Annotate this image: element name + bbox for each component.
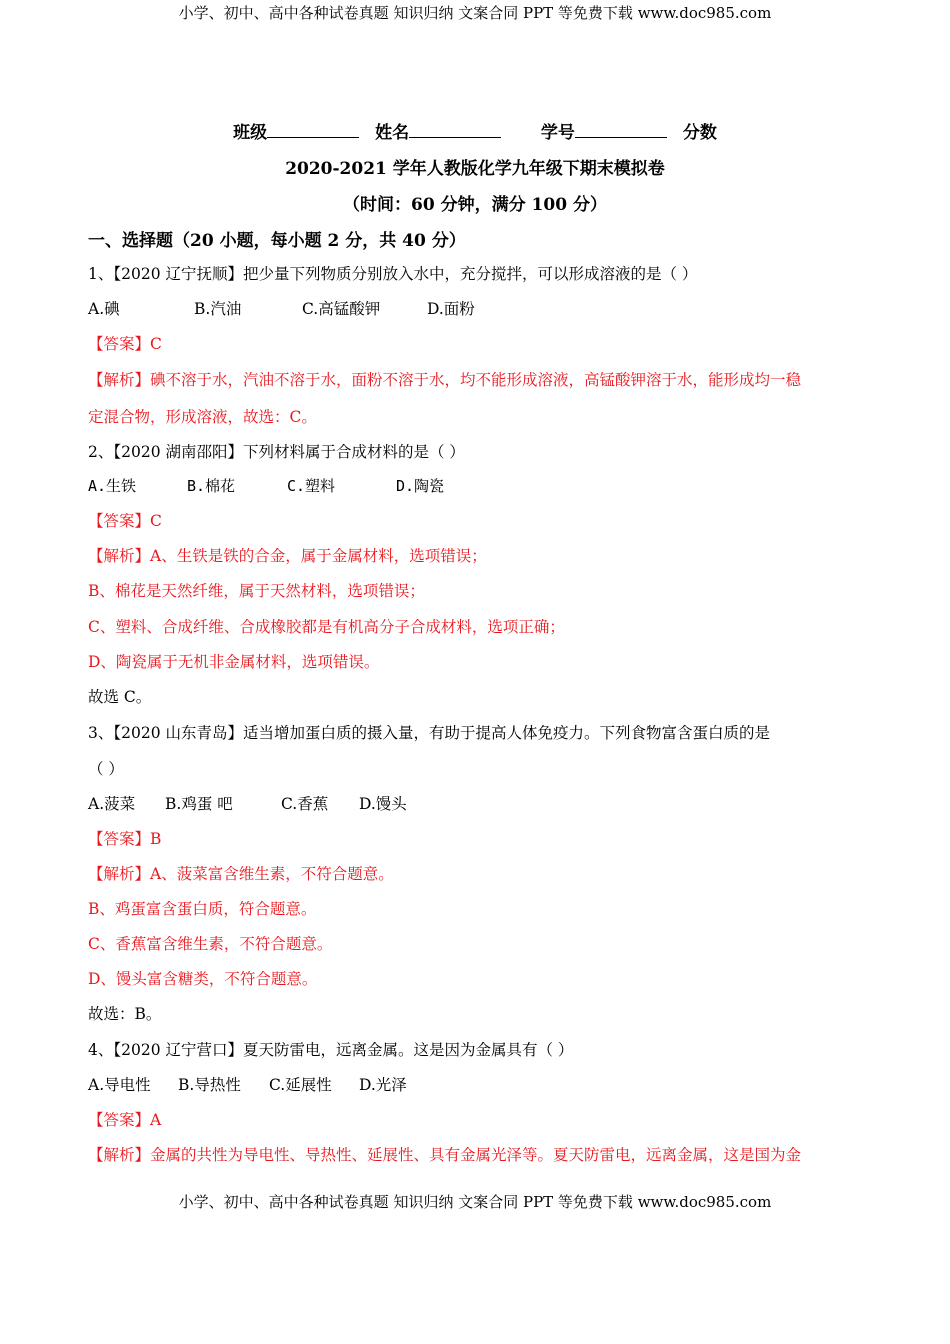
q1-option-a: A.碘 [88,300,120,318]
q2-analysis-3: C、塑料、合成纤维、合成橡胶都是有机高分子合成材料，选项正确； [88,618,565,636]
section-heading: 一、选择题（20 小题，每小题 2 分，共 40 分） [88,231,466,251]
q2-options [88,475,444,496]
q4-stem: 4、【2020 辽宁营口】夏天防雷电，远离金属。这是因为金属具有（ ） [88,1041,574,1059]
q1-option-d: D.面粉 [427,300,475,318]
q1-option-c: C.高锰酸钾 [302,300,381,318]
student-info-row [0,118,950,143]
q4-option-b: B.导热性 [178,1076,241,1094]
q3-option-a: A.菠菜 [88,795,136,813]
q1-stem: 1、【2020 辽宁抚顺】把少量下列物质分别放入水中，充分搅拌，可以形成溶液的是（ ） [88,265,698,283]
page-footer: 小学、初中、高中各种试卷真题 知识归纳 文案合同 PPT 等免费下载 www.doc985.com [178,1193,772,1211]
q3-analysis-4: D、馒头富含糖类，不符合题意。 [88,970,318,988]
q1-options [88,297,475,319]
q2-option-c: C.塑料 [287,477,336,495]
q1-option-b: B.汽油 [194,300,242,318]
q3-analysis-1: 【解析】A、菠菜富含维生素，不符合题意。 [88,865,394,883]
q2-option-a: A.生铁 [88,477,137,495]
q3-option-c: C.香蕉 [281,795,329,813]
q3-option-d: D.馒头 [359,795,407,813]
exam-title: 2020-2021 学年人教版化学九年级下期末模拟卷 [285,159,665,179]
q2-stem: 2、【2020 湖南邵阳】下列材料属于合成材料的是（ ） [88,443,465,461]
q3-stem-2: （ ） [88,760,124,778]
q2-option-b: B.棉花 [187,477,236,495]
q3-option-b: B.鸡蛋 吧 [165,795,233,813]
q2-option-d: D.陶瓷 [396,477,445,495]
q3-stem: 3、【2020 山东青岛】适当增加蛋白质的摄入量，有助于提高人体免疫力。下列食物富含蛋白质的是 [88,724,770,742]
name-label: 姓名 [375,123,410,143]
q3-answer: 【答案】B [88,830,162,848]
q1-analysis-1: 【解析】碘不溶于水，汽油不溶于水，面粉不溶于水，均不能形成溶液，高锰酸钾溶于水，能形成均一稳 [88,371,802,389]
q3-analysis-3: C、香蕉富含维生素，不符合题意。 [88,935,333,953]
q4-analysis-1: 【解析】金属的共性为导电性、导热性、延展性、具有金属光泽等。夏天防雷电，远离金属，这是国为金 [88,1146,802,1164]
q4-option-c: C.延展性 [269,1076,332,1094]
id-blank [575,123,667,138]
q4-option-d: D.光泽 [359,1076,407,1094]
q2-analysis-2: B、棉花是天然纤维，属于天然材料，选项错误； [88,582,425,600]
class-blank [267,123,359,138]
q3-conclusion: 故选：B。 [88,1005,162,1023]
q2-conclusion: 故选 C。 [88,688,152,706]
q4-option-a: A.导电性 [88,1076,151,1094]
q2-answer: 【答案】C [88,512,162,530]
q3-options [88,792,407,814]
page-header: 小学、初中、高中各种试卷真题 知识归纳 文案合同 PPT 等免费下载 www.doc985.com [178,4,772,22]
q4-answer: 【答案】A [88,1111,162,1129]
class-label: 班级 [233,123,268,143]
q2-analysis-1: 【解析】A、生铁是铁的合金，属于金属材料，选项错误； [88,547,487,565]
id-label: 学号 [540,123,575,143]
score-label: 分数 [682,123,717,143]
q4-options [88,1073,407,1095]
exam-subtitle: （时间：60 分钟，满分 100 分） [343,195,607,215]
q3-analysis-2: B、鸡蛋富含蛋白质，符合题意。 [88,900,317,918]
name-blank [409,123,501,138]
q2-analysis-4: D、陶瓷属于无机非金属材料，选项错误。 [88,653,380,671]
q1-analysis-2: 定混合物，形成溶液，故选：C。 [88,408,317,426]
q1-answer: 【答案】C [88,335,162,353]
